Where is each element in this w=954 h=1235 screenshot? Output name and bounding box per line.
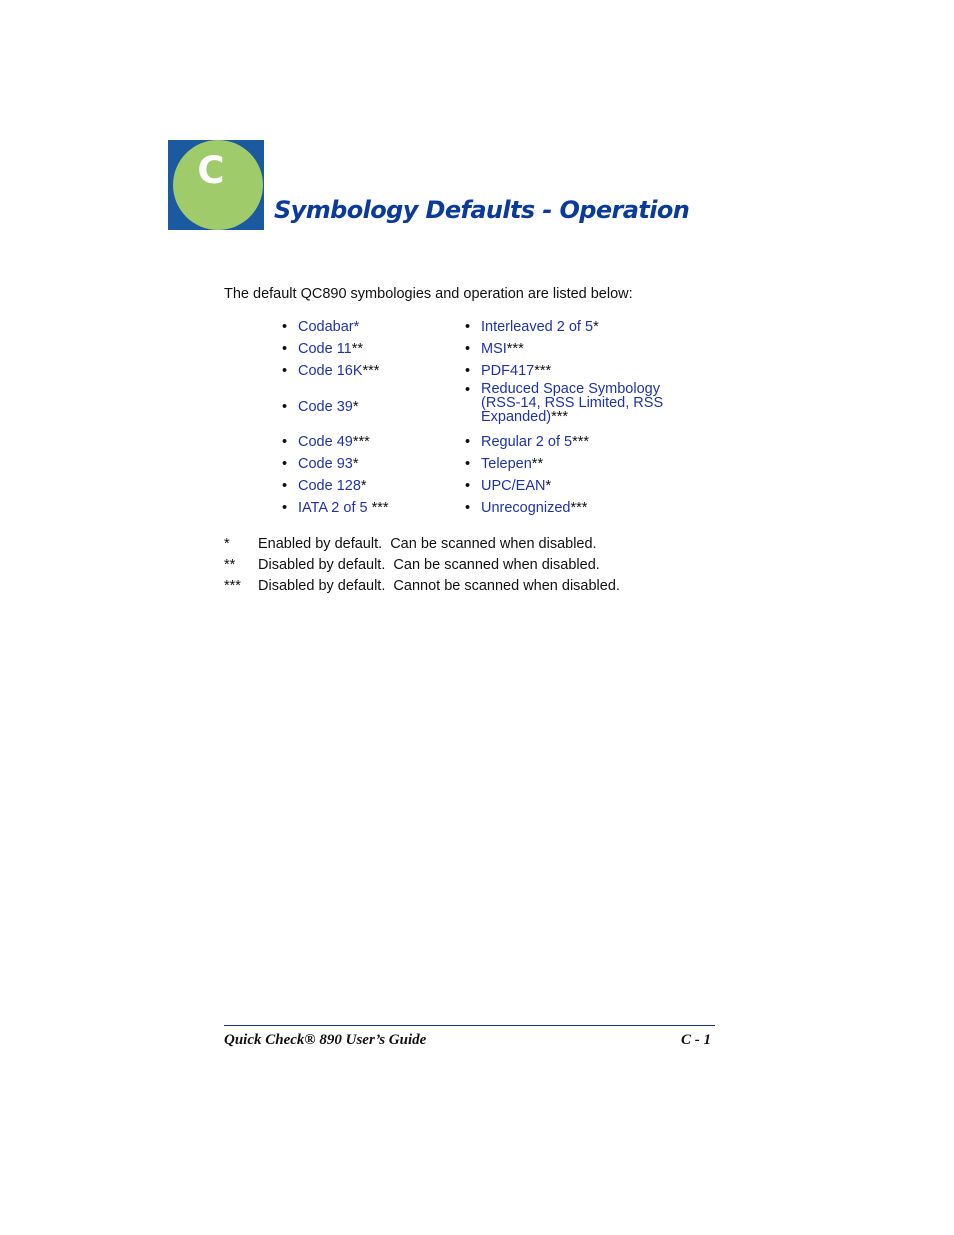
bullet: • — [282, 478, 288, 494]
bullet: • — [465, 500, 471, 516]
symbology-row — [280, 360, 671, 382]
symbology-item — [481, 431, 671, 453]
symbology-item — [481, 316, 671, 338]
symbology-item — [298, 431, 463, 453]
intro-text: The default QC890 symbologies and operation are listed below: — [224, 286, 633, 302]
default-marker: *** — [352, 434, 370, 450]
bullet: • — [282, 363, 288, 379]
chapter-letter: C — [197, 149, 225, 192]
symbology-item — [298, 453, 463, 475]
symbology-item — [481, 382, 671, 431]
footnotes — [224, 535, 620, 598]
footnote-mark: *** — [224, 578, 241, 594]
bullet: • — [282, 456, 288, 472]
bullet: • — [465, 382, 471, 398]
symbology-row — [280, 497, 671, 519]
symbology-link[interactable]: Codabar* — [298, 319, 360, 335]
symbology-link[interactable]: Reduced Space Symbology (RSS-14, RSS Limited, RSS Expanded) — [481, 381, 664, 425]
symbology-link[interactable]: Code 16K — [298, 363, 363, 379]
symbology-link[interactable]: Interleaved 2 of 5 — [481, 319, 594, 335]
default-marker: * — [352, 456, 359, 472]
symbology-item — [298, 360, 463, 382]
symbology-item — [481, 453, 671, 475]
page-number: C - 1 — [681, 1032, 711, 1048]
default-marker: *** — [534, 363, 552, 379]
symbology-item — [298, 382, 463, 431]
default-marker: * — [352, 398, 359, 415]
symbology-list — [280, 316, 671, 519]
symbology-item — [481, 360, 671, 382]
symbology-link[interactable]: Code 93 — [298, 456, 353, 472]
symbology-item — [298, 338, 463, 360]
bullet: • — [465, 341, 471, 357]
symbology-row — [280, 453, 671, 475]
symbology-link[interactable]: PDF417 — [481, 363, 535, 379]
footnote-mark: ** — [224, 557, 236, 573]
symbology-row — [280, 338, 671, 360]
symbology-item — [481, 338, 671, 360]
symbology-item — [298, 475, 463, 497]
symbology-link[interactable]: Code 11 — [298, 341, 352, 357]
symbology-link[interactable]: Regular 2 of 5 — [481, 434, 573, 450]
bullet: • — [282, 319, 288, 335]
default-marker: *** — [367, 500, 389, 516]
footer-guide-title: Quick Check® 890 User’s Guide — [224, 1032, 427, 1048]
bullet: • — [465, 434, 471, 450]
symbology-row — [280, 382, 671, 431]
symbology-link[interactable]: UPC/EAN — [481, 478, 546, 494]
symbology-row — [280, 316, 671, 338]
default-marker: ** — [531, 456, 544, 472]
bullet: • — [282, 434, 288, 450]
symbology-item — [298, 497, 463, 519]
bullet: • — [282, 341, 288, 357]
footnote-text: Enabled by default. Can be scanned when disabled. — [258, 536, 597, 552]
page-title: Symbology Defaults - Operation — [274, 196, 690, 224]
symbology-link[interactable]: IATA 2 of 5 — [298, 500, 368, 516]
default-marker: *** — [551, 409, 569, 425]
symbology-link[interactable]: Unrecognized — [481, 500, 571, 516]
footer-divider — [224, 1025, 715, 1026]
default-marker: ** — [351, 341, 364, 357]
footnote — [224, 535, 620, 556]
symbology-item — [481, 475, 671, 497]
default-marker: *** — [362, 363, 380, 379]
default-marker: * — [593, 319, 599, 335]
symbology-row — [280, 431, 671, 453]
footnote — [224, 577, 620, 598]
bullet: • — [465, 478, 471, 494]
default-marker: * — [360, 478, 367, 494]
bullet: • — [282, 500, 288, 516]
symbology-item — [481, 497, 671, 519]
footnote-mark: * — [224, 536, 230, 552]
symbology-link[interactable]: MSI — [481, 341, 507, 357]
footnote — [224, 556, 620, 577]
symbology-link[interactable]: Code 39 — [298, 398, 353, 415]
symbology-link[interactable]: Telepen — [481, 456, 532, 472]
default-marker: *** — [570, 500, 588, 516]
footnote-text: Disabled by default. Can be scanned when disabled. — [258, 557, 600, 573]
default-marker: *** — [506, 341, 524, 357]
footnote-text: Disabled by default. Cannot be scanned when disabled. — [258, 578, 620, 594]
symbology-link[interactable]: Code 49 — [298, 434, 353, 450]
symbology-link[interactable]: Code 128 — [298, 478, 361, 494]
default-marker: * — [545, 478, 552, 494]
symbology-row — [280, 475, 671, 497]
bullet: • — [465, 363, 471, 379]
bullet: • — [465, 319, 471, 335]
default-marker: *** — [572, 434, 590, 450]
bullet: • — [282, 398, 288, 415]
symbology-item — [298, 316, 463, 338]
bullet: • — [465, 456, 471, 472]
